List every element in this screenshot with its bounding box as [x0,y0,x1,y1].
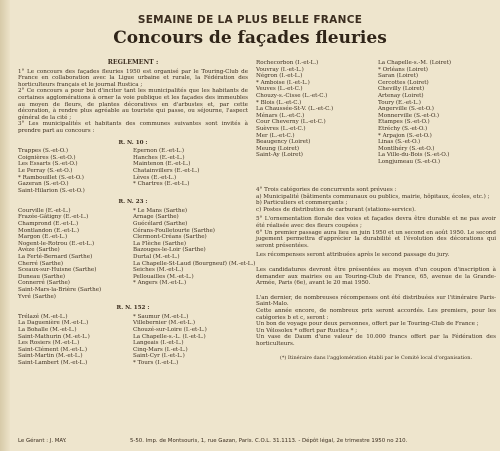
commune-item: Montlandon (E.-et-L.) [18,227,80,234]
commune-item: Avèze (Sarthe) [18,247,60,254]
commune-item: Les Rosiers (M.-et-L.) [18,340,80,347]
rule-paragraph: a) Municipalité (bâtiments communaux ou publics, mairie, hôpitaux, écoles, etc.) ; [256,193,490,200]
route-list-right [133,314,248,367]
route-list-left [18,208,133,300]
commune-item: Linas (S.-et-O.) [378,139,421,146]
commune-item: * Angers (M.-et-L.) [133,280,187,287]
commune-item: Bazouges-le-Loir (Sarthe) [133,247,206,254]
commune-item: Langeais (I.-et-L.) [133,340,184,347]
commune-item: Beaugency (Loiret) [256,139,311,146]
commune-item: Saint-Mars-la-Brière (Sarthe) [18,287,102,293]
column-left [18,59,256,367]
route-list-left [18,314,133,367]
commune-item: La Daguenière (M.-et-L.) [18,320,89,327]
commune-item: Champrond (E.-et-L.) [18,221,79,228]
route-list-rn152 [18,314,248,367]
commune-item: Cérans-Foulletourte (Sarthe) [133,227,215,234]
commune-item: Chevilly (Loiret) [378,86,425,93]
commune-item: Saint-Ay (Loiret) [256,152,303,159]
commune-item: * Amboise (I.-et-L.) [256,79,310,86]
commune-item: Cercottes (Loiret) [378,79,429,86]
column-right-list [378,60,496,166]
commune-item: La Chapelle-s.-M. (Loiret) [378,60,452,66]
commune-item: Vouvray (I.-et-L.) [256,66,304,73]
route-list-right [133,207,256,300]
commune-item: Chouzé-sur-Loire (I.-et-L.) [133,326,207,333]
rule-paragraph: 4° Trois catégories de concurrents sont prévues : [256,187,397,193]
rules-continued [256,187,496,362]
commune-item: Duneau (Sarthe) [18,273,66,280]
commune-item: Saint-Hilarion (S.-et-O.) [18,187,85,194]
commune-item: Villebernier (M.-et-L.) [133,320,196,327]
commune-item: Saint-Clément (M.-et-L.) [18,346,88,353]
commune-item: La Ville-du-Bois (S.-et-O.) [378,152,450,159]
commune-item: Etampes (S.-et-O.) [378,119,430,126]
commune-item: La Ferté-Bernard (Sarthe) [18,254,93,261]
route-list-rn10 [18,148,248,194]
rule-paragraph: Les récompenses seront attribuées après le second passage du jury. [256,252,450,259]
route-heading-rn23: R. N. 23 : [118,199,148,206]
commune-item: * Rambouillet (S.-et-O.) [18,174,84,181]
commune-item: Veuves (L.-et-C.) [256,86,303,93]
commune-item: Courville (E.-et-L.) [18,207,71,214]
commune-item: Margon (E.-et-L.) [18,234,68,241]
commune-item: * Tours (I.-et-L.) [133,359,179,366]
commune-item: La Chaussée-St-V. (L.-et-C.) [256,106,334,113]
commune-item: Cour Cheverny (L.-et-C.) [256,119,326,126]
commune-item: Angerville (S.-et-O.) [378,106,434,113]
commune-item: Clermont-Créans (Sarthe) [133,234,207,241]
commune-item: * Blois (L.-et-C.) [256,99,302,106]
footer-imprint: 5-50. Imp. de Montsouris, 1, rue Gazan, Paris. C.O.L. 31.1113. - Dépôt légal, 2e trimestre 1950 no 210. [130,438,408,444]
route-heading-rn10: R. N. 10 : [118,139,148,146]
commune-item: Trélazé (M.-et-L.) [18,313,68,320]
commune-item: Saran (Loiret) [378,73,419,80]
reglement-heading: REGLEMENT : [107,59,159,66]
commune-item: Trappes (S.-et-O.) [18,148,69,155]
commune-item: La Flèche (Sarthe) [133,240,186,247]
commune-item: Saint-Cyr (I.-et-L.) [133,353,185,360]
commune-item: Yvré (Sarthe) [18,293,56,300]
commune-item: Connerré (Sarthe) [18,280,70,287]
commune-item: Ménars (L.-et-C.) [256,112,305,119]
commune-item: Le Perray (S.-et-O.) [18,167,73,174]
commune-item: Cinq-Mars (I.-et-L.) [133,346,188,353]
commune-item: Chouzy-s.-Cisse (L.-et-C.) [256,92,328,99]
commune-item: * Le Mans (Sarthe) [133,207,188,214]
page-title: Concours de façades fleuries [113,28,387,48]
commune-item: Gazeran (S.-et-O.) [18,181,69,188]
rule-paragraph: Cette année encore, de nombreux prix seront accordés. Les premiers, pour les catégories b et c, seront : [256,307,496,321]
commune-item: Meung (Loiret) [256,145,300,152]
commune-item: Montlhéry (S.-et-O.) [378,145,435,152]
route-list-right [133,148,248,194]
rule-paragraph: c) Postes de distribution de carburant (stations-service). [256,206,416,213]
commune-item: Epernon (E.-et-L.) [133,148,185,155]
commune-item: Artenay (Loiret) [378,92,424,99]
commune-item: Lèves (E.-et-L.) [133,174,177,181]
commune-item: Guécélard (Sarthe) [133,221,188,228]
commune-item: Etréchy (S.-et-O.) [378,125,428,132]
commune-item: La Bohalle (M.-et-L.) [18,326,77,333]
commune-item: Coignières (S.-et-O.) [18,154,76,161]
footer-gerant: Le Gérant : J. MAY. [18,438,67,444]
reglement-paragraph: 3° Les municipalités et habitants des communes suivantes sont invités à prendre part au concours : [18,121,248,134]
rule-paragraph: L'an dernier, de nombreuses récompenses ont été distribuées sur l'itinéraire Paris-Saint-Malo. [256,294,496,308]
rule-paragraph: 6° Un premier passage aura lieu en juin 1950 et un second en août 1950. Le second jugement permettra d'apprécier la durabilité et l'évolution des décorations qui seront présentées. [256,229,496,249]
commune-item: Toury (E.-et-L.) [378,99,421,106]
reglement-paragraph: 2° Ce concours a pour but d'inciter tant les municipalités que les habitants de certaines agglomérations à orner la voie publique et les façades des immeubles au moyen de fleurs, de plantes décoratives en d'arbustes et, par cette décoration, à rendre plus agréable au touriste qui passe, ou séjourne, l'aspect général de la cité ; [18,88,248,121]
commune-item: Monnerville (S.-et-O.) [378,112,440,119]
commune-item: * Orléans (Loiret) [378,66,428,73]
commune-item: Pellouailles (M.-et-L.) [133,273,194,280]
commune-item: * Saumur (M.-et-L.) [133,313,189,320]
commune-item: Sceaux-sur-Huisne (Sarthe) [18,267,97,274]
route-list-left [18,148,133,194]
rule-paragraph: Les candidatures devront être présentées au moyen d'un coupon d'inscription à demander aux mairies ou au Touring-Club de France, 65, avenue de la Grande-Armée, Paris (6e), avant le 20 mai 1950. [256,266,496,287]
commune-item: Maintenon (E.-et-L.) [133,161,191,168]
rule-paragraph: 5° L'ornementation florale des voies et façades devra être durable et ne pas avoir été réalisée avec des fleurs coupées ; [256,216,496,229]
commune-item: Cherré (Sarthe) [18,260,63,267]
commune-item: Hanches (E.-et-L.) [133,154,185,161]
rule-paragraph: Un vase de Daum d'une valeur de 10.000 francs offert par la Fédération des horticulteurs. [256,334,496,347]
commune-item: Négron (I.-et-L.) [256,73,303,80]
commune-item: Saint-Mathurin (M.-et-L.) [18,333,90,340]
commune-item: * Chartres (E.-et-L.) [133,181,190,188]
commune-item: La Chapelle-St-Laud (Bourgneuf) (M.-et-L.) [133,260,256,267]
route-heading-rn152: R. N. 152 : [116,305,150,312]
column-middle-list [256,60,376,159]
reglement-paragraph: 1° Le concours des façades fleuries 1950 est organisé par le Touring-Club de France en collaboration avec la Ligue urbaine et rurale, la Fédération des horticulteurs français et le journal Rustica ; [18,68,248,88]
commune-item: Longjumeau (S.-et-O.) [378,158,441,165]
commune-item: Suèvres (L.-et-C.) [256,125,306,132]
commune-item: Chatainvillers (E.-et-L.) [133,167,200,174]
commune-item: Saint-Lambert (M.-et-L.) [18,359,88,366]
footnote: (*) Itinéraire dans l'agglomération établi par le Comité local d'organisation. [279,355,473,362]
commune-item: Nogent-le-Rotrou (E.-et-L.) [18,240,95,247]
commune-item: * Arpajon (S.-et-O.) [378,132,432,139]
rule-paragraph: Un bon de voyage pour deux personnes, offert par le Touring-Club de France ; [256,321,479,328]
rule-paragraph: Un Vélosolex * offert par Rustica * ; [256,327,358,334]
header-kicker: SEMAINE DE LA PLUS BELLE FRANCE [137,14,363,26]
commune-item: Durtal (M.-et-L.) [133,254,180,261]
commune-item: Saint-Martin (M.-et-L.) [18,353,83,360]
commune-item: Les Essarts (S.-et-O.) [18,161,78,168]
commune-item: Rochecorbon (I.-et-L.) [256,60,319,66]
rule-paragraph: b) Particuliers et commerçants ; [256,200,348,207]
commune-item: Seiches (M.-et-L.) [133,267,184,274]
commune-item: Frazée-Gâtigny (E.-et-L.) [18,214,89,221]
commune-item: Mer (L.-et-C.) [256,132,295,139]
commune-item: La Chapelle-s.-L. (I.-et-L.) [133,333,206,340]
commune-item: Arnage (Sarthe) [133,214,179,221]
route-list-rn23 [18,207,256,300]
